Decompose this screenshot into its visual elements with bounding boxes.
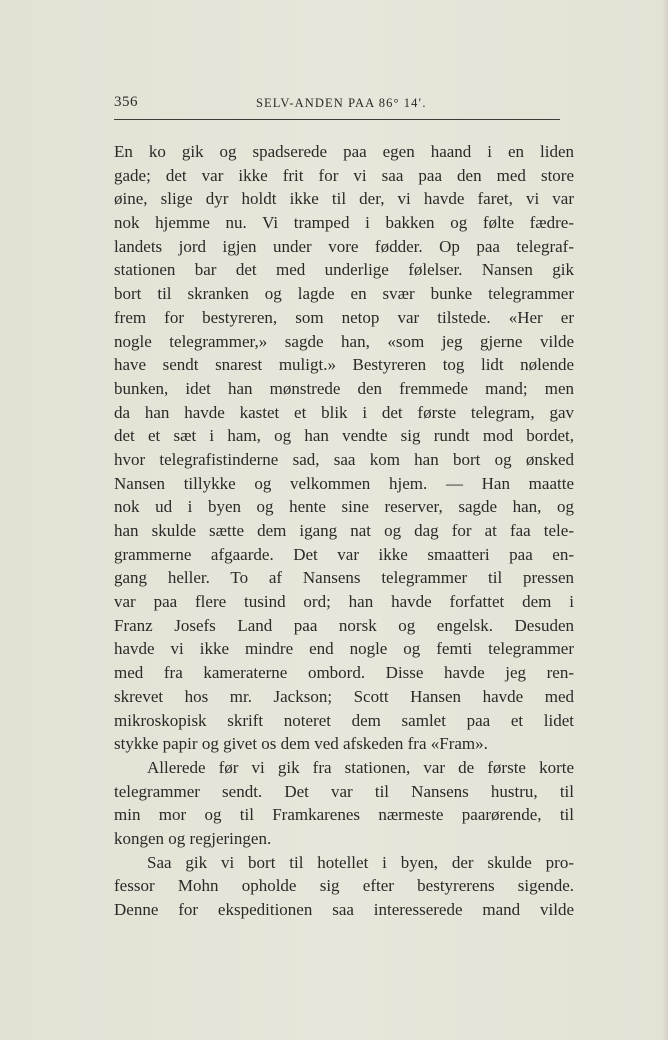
body-text — [114, 140, 574, 922]
text-line: var paa flere tusind ord; han havde forfattet dem i — [114, 592, 574, 612]
text-line: skrevet hos mr. Jackson; Scott Hansen havde med — [114, 686, 574, 706]
text-line: Nansen tillykke og velkommen hjem. — Han maatte — [114, 473, 574, 493]
text-line: grammerne afgaarde. Det var ikke smaatteri paa en- — [114, 544, 574, 564]
text-line: hvor telegrafistinderne sad, saa kom han bort og ønsked — [114, 449, 574, 469]
text-line: nok hjemme nu. Vi tramped i bakken og følte fædre- — [114, 213, 574, 233]
text-line: havde vi ikke mindre end nogle og femti telegrammer — [114, 639, 574, 659]
text-line: Denne for ekspeditionen saa interesserede mand vilde — [114, 900, 574, 919]
text-line: da han havde kastet et blik i det første telegram, gav — [114, 402, 574, 422]
page-edge-shadow — [662, 0, 668, 1040]
text-line: En ko gik og spadserede paa egen haand i en liden — [114, 142, 574, 161]
text-line: han skulde sætte dem igang nat og dag for at faa tele- — [114, 521, 574, 540]
text-line: telegrammer sendt. Det var til Nansens hustru, til — [114, 781, 574, 801]
text-line: gang heller. To af Nansens telegrammer til pressen — [114, 568, 574, 588]
text-line: landets jord igjen under vore fødder. Op paa telegraf- — [114, 236, 574, 256]
text-line: min mor og til Framkarenes nærmeste paarørende, til — [114, 805, 574, 825]
text-line: Saa gik vi bort til hotellet i byen, der skulde pro- — [147, 852, 574, 872]
page-header — [114, 94, 560, 118]
text-line: nogle telegrammer,» sagde han, «som jeg gjerne vilde — [114, 331, 574, 351]
running-head: SELV-ANDEN PAA 86° 14′. — [256, 96, 427, 110]
text-line: nok ud i byen og hente sine reserver, sagde han, og — [114, 497, 574, 517]
header-rule — [114, 119, 560, 120]
text-line: det et sæt i ham, og han vendte sig rundt mod bordet, — [114, 426, 574, 446]
text-line: Franz Josefs Land paa norsk og engelsk. Desuden — [114, 615, 574, 635]
page-number: 356 — [114, 94, 138, 110]
text-line: bort til skranken og lagde en svær bunke telegrammer — [114, 284, 574, 304]
text-line: gade; det var ikke frit for vi saa paa den med store — [114, 165, 574, 185]
text-line: stykke papir og givet os dem ved afskeden fra «Fram». — [114, 734, 488, 754]
text-line: bunken, idet han mønstrede den fremmede mand; men — [114, 378, 574, 398]
text-line: øine, slige dyr holdt ikke til der, vi havde faret, vi var — [114, 189, 574, 209]
text-line: stationen bar det med underlige følelser. Nansen gik — [114, 260, 574, 280]
text-line: kongen og regjeringen. — [114, 828, 272, 848]
text-line: fessor Mohn opholde sig efter bestyrerens sigende. — [114, 876, 574, 896]
text-line: frem for bestyreren, som netop var tilstede. «Her er — [114, 307, 574, 327]
text-line: have sendt snarest muligt.» Bestyreren tog lidt nølende — [114, 355, 574, 375]
text-line: Allerede før vi gik fra stationen, var de første korte — [147, 757, 574, 777]
text-line: mikroskopisk skrift noteret dem samlet paa et lidet — [114, 710, 574, 730]
text-line: med fra kameraterne ombord. Disse havde jeg ren- — [114, 663, 574, 683]
